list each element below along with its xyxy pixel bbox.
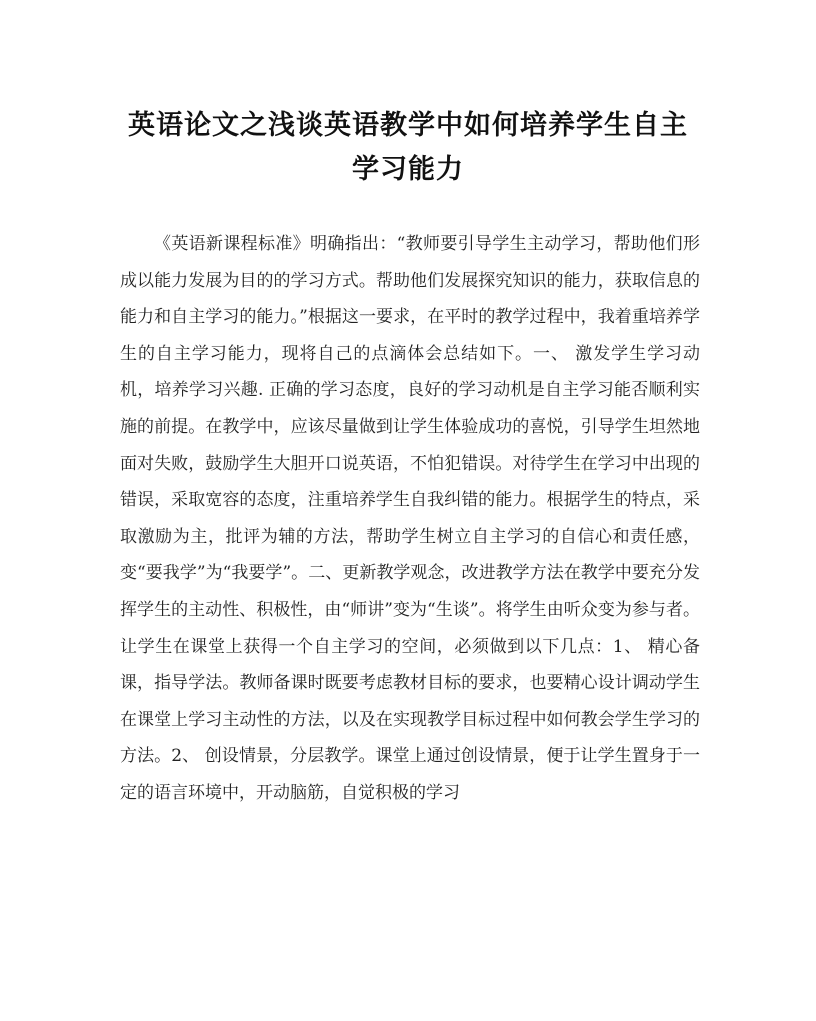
- document-body-paragraph: 《英语新课程标准》明确指出：“教师要引导学生主动学习，帮助他们形成以能力发展为目的的学习方式。帮助他们发展探究知识的能力，获取信息的能力和自主学习的能力。”根据这一要求，在平时的教学过程中，我着重培养学生的自主学习能力，现将自己的点滴体会总结如下。一、 激发学生学习动机，培养学习兴趣. 正确的学习态度，良好的学习动机是自主学习能否顺利实施的前提。在教学中，应该尽量做到让学生体验成功的喜悦，引导学生坦然地面对失败，鼓励学生大胆开口说英语，不怕犯错误。对待学生在学习中出现的错误，采取宽容的态度，注重培养学生自我纠错的能力。根据学生的特点，采取激励为主，批评为辅的方法，帮助学生树立自主学习的自信心和责任感，变“要我学”为“我要学”。二、更新教学观念，改进教学方法在教学中要充分发挥学生的主动性、积极性，由“师讲”变为“生谈”。将学生由听众变为参与者。让学生在课堂上获得一个自主学习的空间，必须做到以下几点：1、 精心备课，指导学法。教师备课时既要考虑教材目标的要求，也要精心设计调动学生在课堂上学习主动性的方法，以及在实现教学目标过程中如何教会学生学习的方法。2、 创设情景，分层教学。课堂上通过创设情景，便于让学生置身于一定的语言环境中，开动脑筋，自觉积极的学习: [120, 234, 700, 803]
- document-title: 英语论文之浅谈英语教学中如何培养学生自主学习能力: [128, 110, 688, 185]
